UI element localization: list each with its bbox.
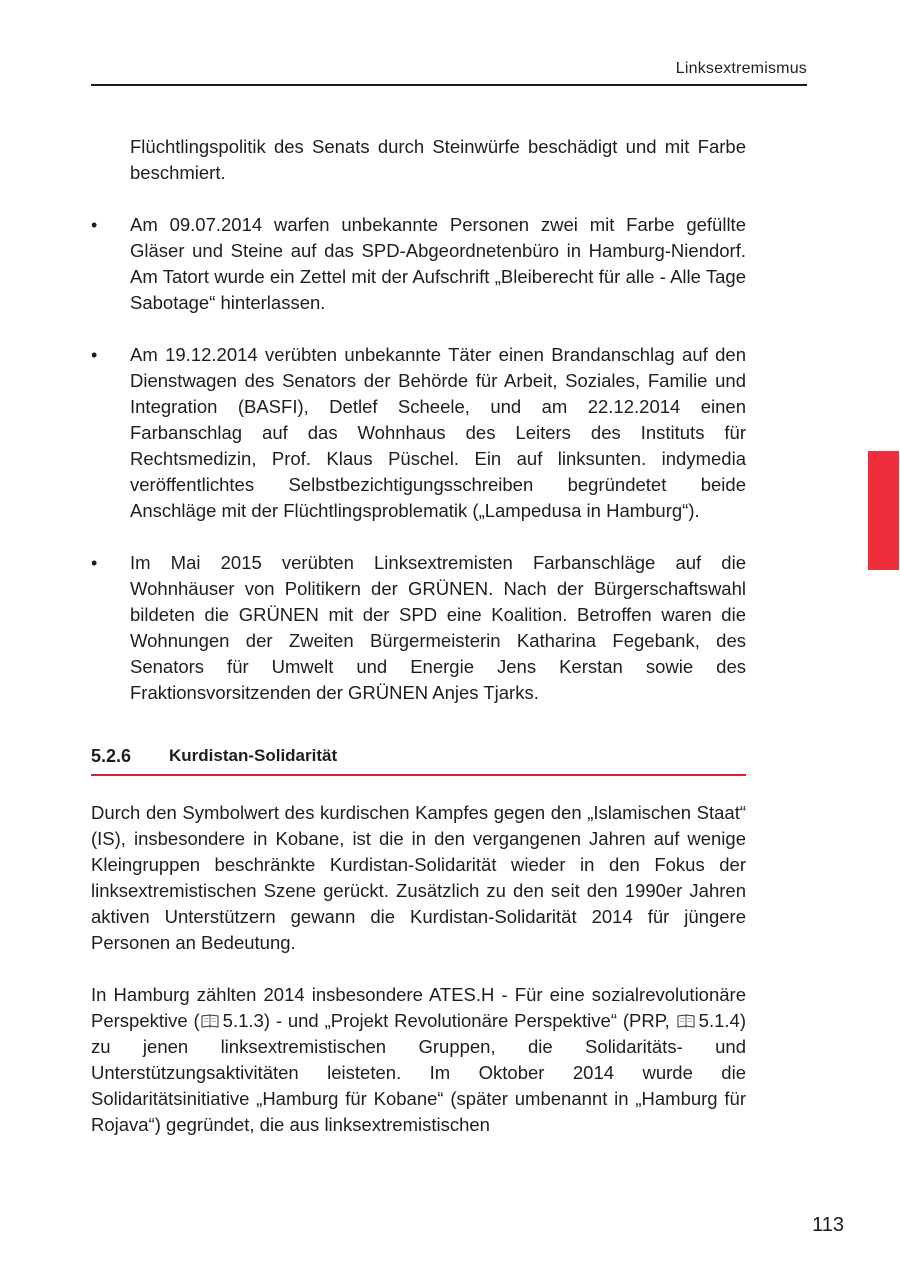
cross-reference-link[interactable]: 5.1.4: [698, 1010, 740, 1031]
continuation-paragraph: Flüchtlingspolitik des Senats durch Steinwürfe beschädigt und mit Farbe beschmiert.: [130, 136, 746, 183]
cross-reference-link[interactable]: 5.1.3: [222, 1010, 264, 1031]
bullet-text: Im Mai 2015 verübten Linksextremisten Farbanschläge auf die Wohnhäuser von Politikern der GRÜNEN. Nach der Bürgerschaftswahl bildeten die GRÜNEN mit der SPD eine Koalition. Betroffen waren die Wohnungen der Zweiten Bürgermeisterin Katharina Fegebank, des Senators für Umwelt und Energie Jens Kerstan sowie des Fraktionsvorsitzenden der GRÜNEN Anjes Tjarks.: [130, 552, 746, 703]
bullet-item: [91, 342, 746, 524]
body-paragraph: Durch den Symbolwert des kurdischen Kampfes gegen den „Islamischen Staat“ (IS), insbesondere in Kobane, ist die in den vergangenen Jahren auf wenige Kleingruppen beschränkte Kurdistan-Solidarität wieder in den Fokus der linksextremistischen Szene gerückt. Zusätzlich zu den seit den 1990er Jahren aktiven Unterstützern gewann die Kurdistan-Solidarität 2014 für jüngere Personen an Bedeutung.: [91, 802, 746, 953]
bullet-item: [91, 212, 746, 316]
running-head: Linksextremismus: [675, 60, 807, 77]
bullet-text: Am 09.07.2014 warfen unbekannte Personen zwei mit Farbe gefüllte Gläser und Steine auf das SPD-Abgeordnetenbüro in Hamburg-Niendorf. Am Tatort wurde ein Zettel mit der Aufschrift „Bleiberecht für alle - Alle Tage Sabotage“ hinterlassen.: [130, 214, 746, 313]
bullet-icon: •: [91, 553, 98, 573]
section-title: Kurdistan-Solidarität: [169, 746, 338, 765]
bullet-icon: •: [91, 345, 98, 365]
header-rule: [91, 84, 807, 86]
page-number: 113: [812, 1214, 844, 1236]
bullet-item: [91, 550, 746, 706]
body-paragraph: In Hamburg zählten 2014 insbesondere ATES.H - Für eine sozialrevolutionäre Perspektive ( 5.1.3) - und „Projekt Revolutionäre Perspektive“ (PRP, 5.1.4) zu jenen linksextremistischen Gruppen, die Solidaritäts- und Unterstützungsaktivitäten leisteten. Im Oktober 2014 wurde die Solidaritätsinitiative „Hamburg für Kobane“ (später umbenannt in „Hamburg für Rojava“) gegründet, die aus linksextremistischen: [91, 984, 746, 1135]
book-icon: [201, 1014, 219, 1028]
chapter-side-tab: [868, 451, 899, 570]
book-icon: [677, 1014, 695, 1028]
page-content: [91, 134, 746, 1138]
bullet-text: Am 19.12.2014 verübten unbekannte Täter einen Brandanschlag auf den Dienstwagen des Senators der Behörde für Arbeit, Soziales, Familie und Integration (BASFI), Detlef Scheele, und am 22.12.2014 einen Farbanschlag auf das Wohnhaus des Leiters des Instituts für Rechtsmedizin, Prof. Klaus Püschel. Ein auf linksunten. indymedia veröffentlichtes Selbstbezichtigungsschreiben begründetet beide Anschläge mit der Flüchtlingsproblematik („Lampedusa in Hamburg“).: [130, 344, 746, 521]
section-number: 5.2.6: [91, 746, 132, 766]
bullet-icon: •: [91, 215, 98, 235]
section-heading: [91, 746, 746, 776]
